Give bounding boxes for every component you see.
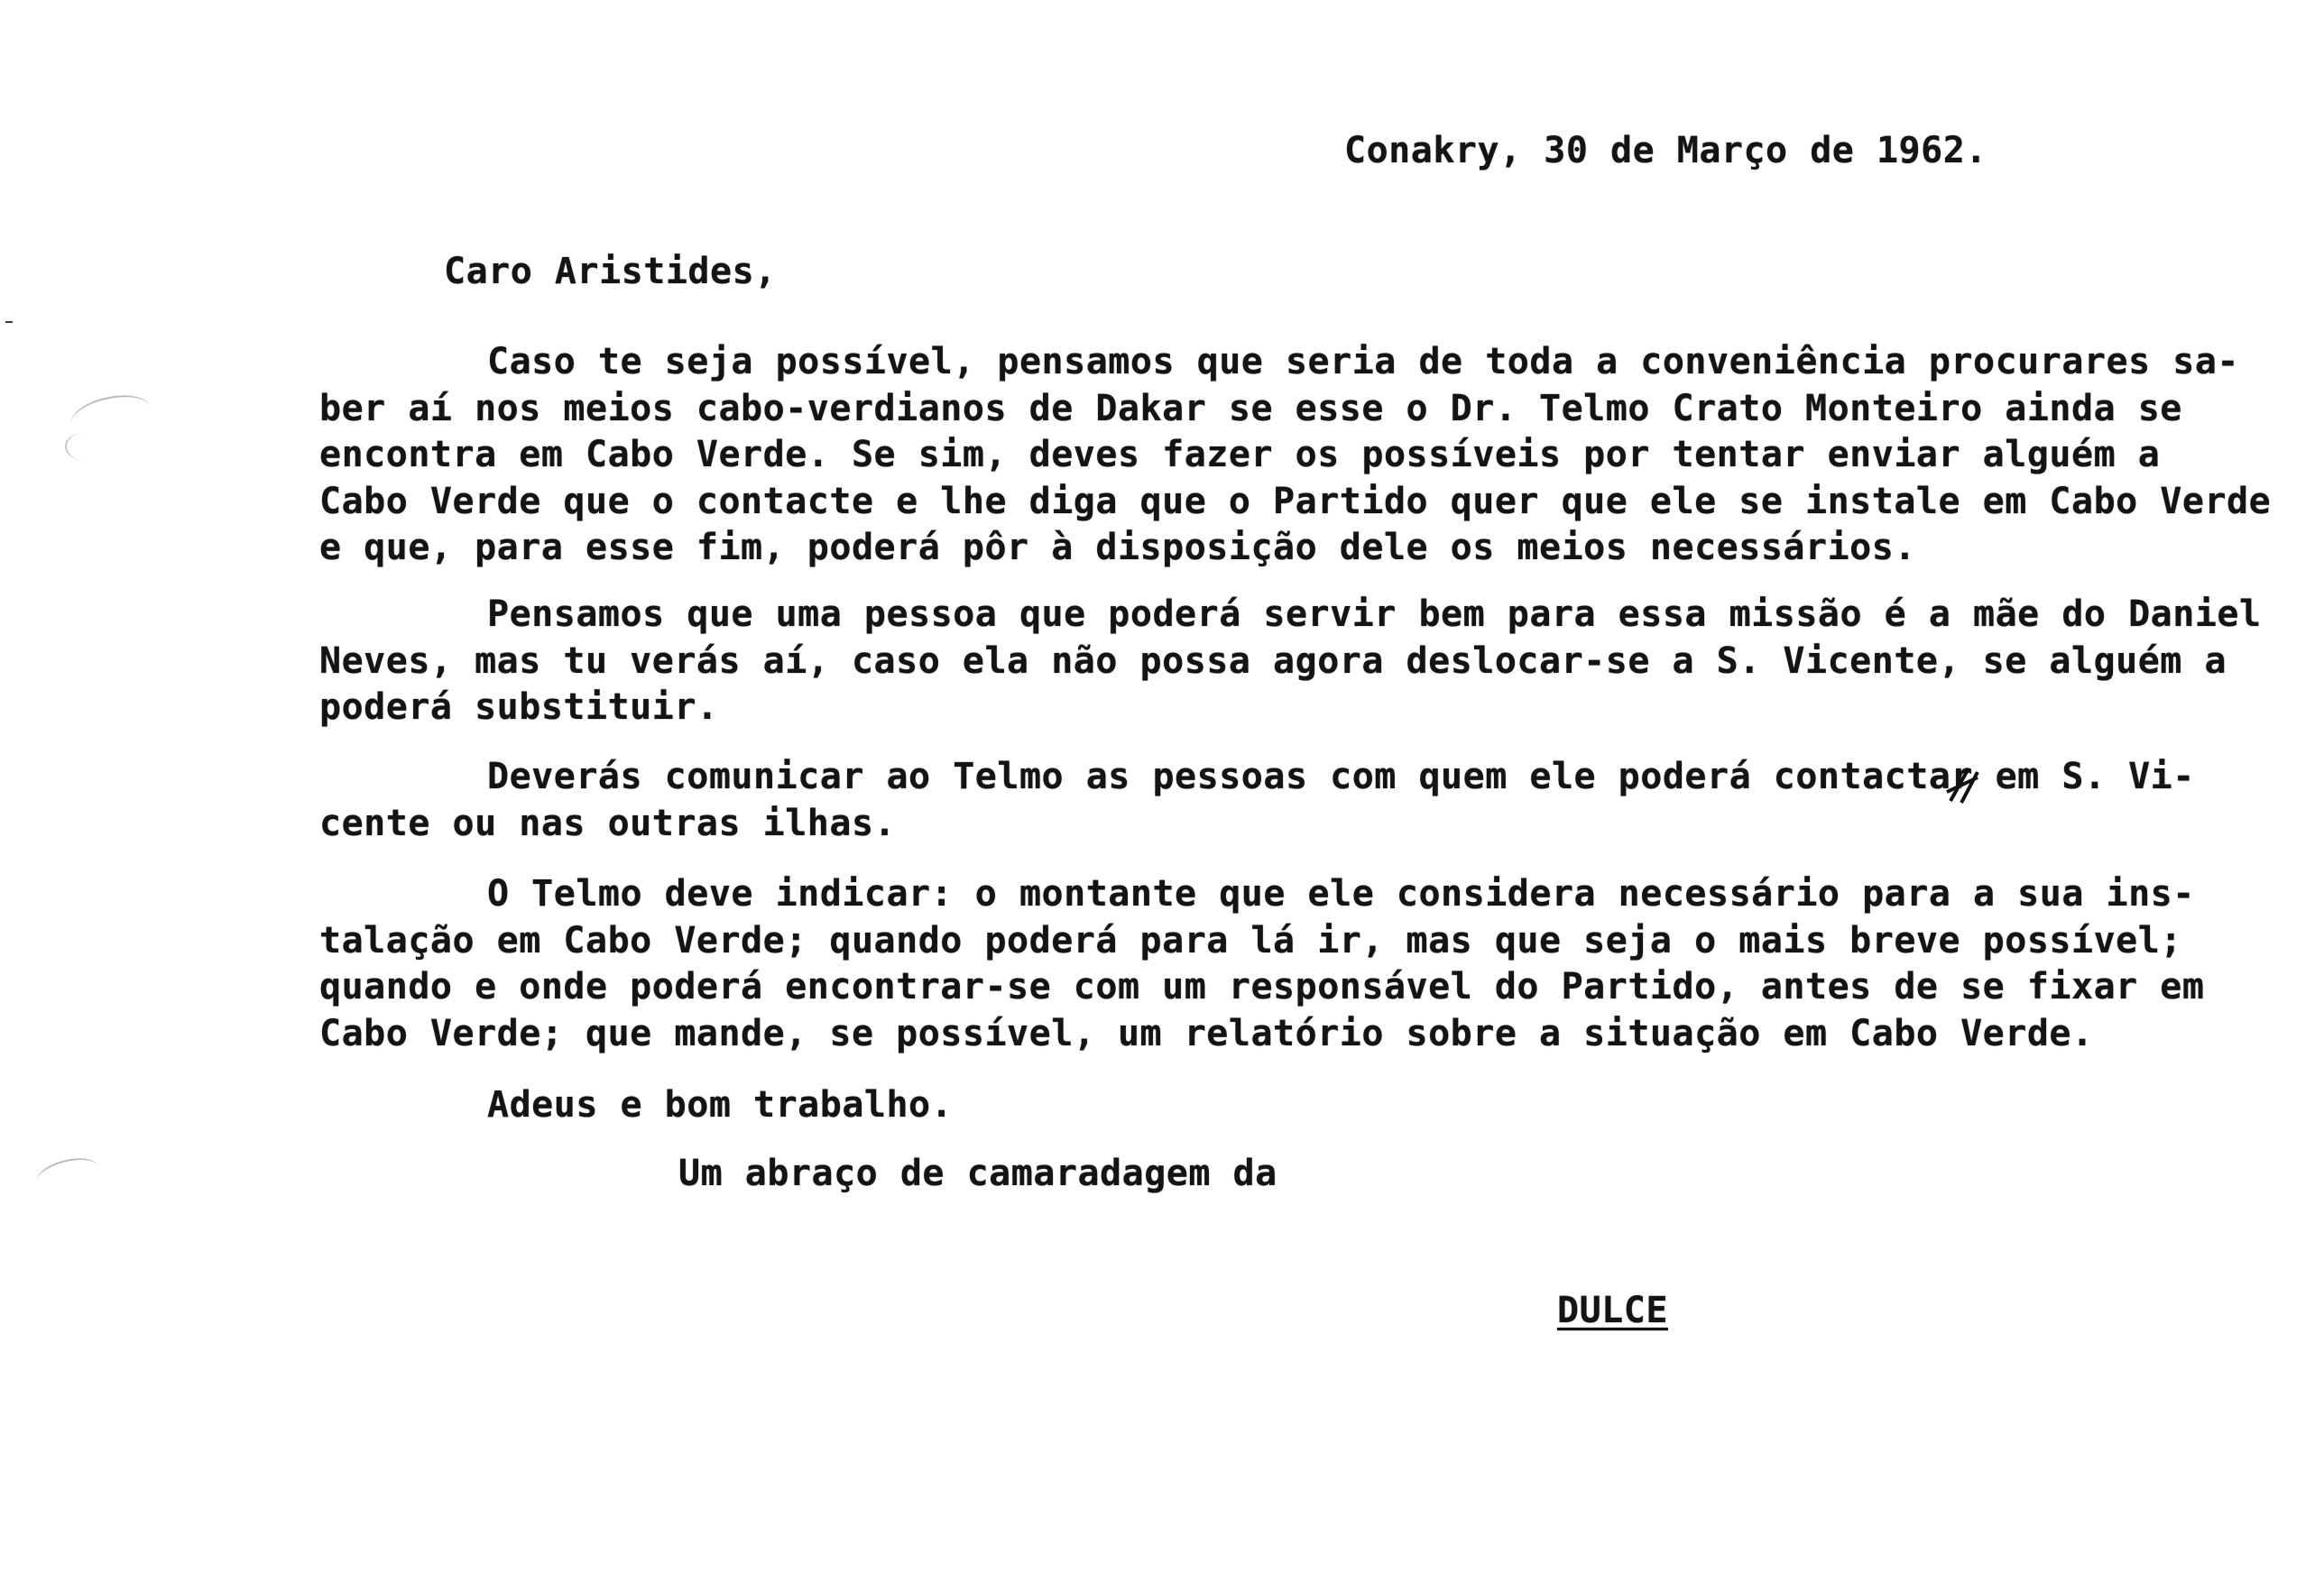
- letter-paragraph-1: [319, 339, 2272, 572]
- paragraph-line: Deverás comunicar ao Telmo as pessoas com quem ele poderá contactar em S. Vi-: [487, 756, 2195, 797]
- letter-salutation: Caro Aristides,: [444, 251, 777, 292]
- paragraph-line: Caso te seja possível, pensamos que seria de toda a conveniência procurares sa-: [487, 341, 2239, 382]
- paragraph-line: Pensamos que uma pessoa que poderá servir bem para essa missão é a mãe do Daniel: [487, 593, 2262, 635]
- paragraph-line: e que, para esse fim, poderá pôr à disposição dele os meios necessários.: [319, 527, 1916, 568]
- paragraph-line: Cabo Verde que o contacte e lhe diga que o Partido quer que ele se instale em Cabo Verde: [319, 480, 2272, 522]
- letter-signature: DULCE: [1557, 1290, 1668, 1331]
- paragraph-line: poderá substituir.: [319, 686, 719, 728]
- margin-smudge-mark: [65, 433, 103, 460]
- paragraph-line: ber aí nos meios cabo-verdianos de Dakar se esse o Dr. Telmo Crato Monteiro ainda se: [319, 387, 2182, 429]
- paragraph-line: talação em Cabo Verde; quando poderá para lá ir, mas que seja o mais breve possível;: [319, 919, 2182, 961]
- letter-paragraph-2: [319, 592, 2262, 731]
- handwritten-strikeout-mark: [1941, 765, 1981, 805]
- letter-closing-embrace: Um abraço de camaradagem da: [678, 1153, 1277, 1194]
- paragraph-line: quando e onde poderá encontrar-se com um responsável do Partido, antes de se fixar em: [319, 966, 2205, 1007]
- letter-closing-farewell: Adeus e bom trabalho.: [487, 1084, 954, 1126]
- paragraph-line: Cabo Verde; que mande, se possível, um relatório sobre a situação em Cabo Verde.: [319, 1012, 2094, 1054]
- margin-smudge-mark: [33, 1153, 102, 1196]
- paragraph-line: Neves, mas tu verás aí, caso ela não possa agora deslocar-se a S. Vicente, se alguém a: [319, 639, 2227, 682]
- margin-dash-mark: [5, 321, 13, 325]
- letter-paragraph-4: [319, 871, 2214, 1057]
- paragraph-line: O Telmo deve indicar: o montante que ele considera necessário para a sua ins-: [487, 873, 2195, 915]
- letter-dateline: Conakry, 30 de Março de 1962.: [1344, 130, 1987, 171]
- paragraph-line: cente ou nas outras ilhas.: [319, 802, 897, 844]
- letter-paragraph-3: [319, 754, 2214, 847]
- paragraph-line: encontra em Cabo Verde. Se sim, deves fazer os possíveis por tentar enviar alguém a: [319, 434, 2161, 475]
